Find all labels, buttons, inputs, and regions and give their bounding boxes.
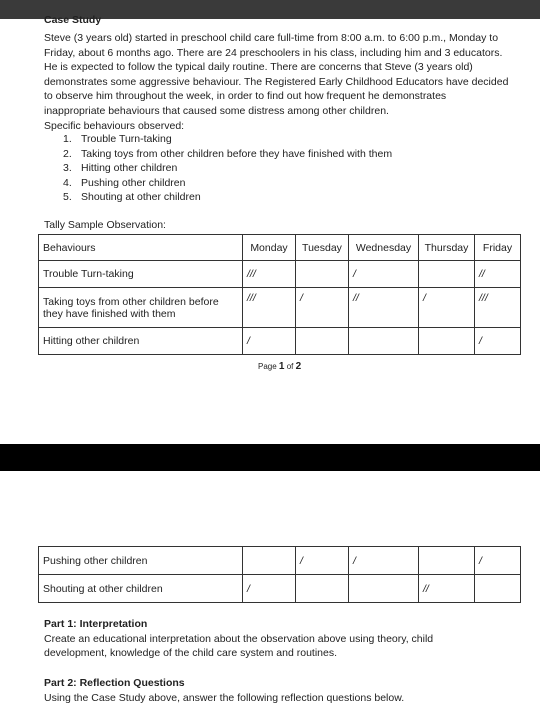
list-item: 5. Shouting at other children bbox=[63, 191, 201, 204]
behaviours-list bbox=[63, 132, 392, 205]
part1-line: Create an educational interpretation about the observation above using theory, child bbox=[44, 632, 434, 645]
part1-heading: Part 1: Interpretation bbox=[44, 618, 148, 630]
paragraph-line: inappropriate behaviours that caused some distress among other children. bbox=[44, 104, 389, 117]
tally-cell bbox=[349, 575, 419, 603]
table-row bbox=[39, 288, 521, 328]
tally-table bbox=[38, 234, 521, 355]
tally-cell: // bbox=[419, 575, 475, 603]
tally-cell: / bbox=[349, 261, 419, 288]
tally-cell: / bbox=[243, 575, 296, 603]
header-thursday: Thursday bbox=[419, 235, 475, 261]
tally-cell: / bbox=[419, 288, 475, 328]
table-row bbox=[39, 547, 521, 575]
paragraph-line: Specific behaviours observed: bbox=[44, 119, 185, 132]
tally-cell: / bbox=[475, 328, 521, 355]
case-study-heading: Case Study bbox=[44, 14, 102, 26]
document-page-1 bbox=[0, 14, 540, 444]
tally-cell bbox=[419, 261, 475, 288]
header-friday: Friday bbox=[475, 235, 521, 261]
header-monday: Monday bbox=[243, 235, 296, 261]
tally-cell: /// bbox=[243, 288, 296, 328]
tally-cell: // bbox=[349, 288, 419, 328]
tally-cell: // bbox=[475, 261, 521, 288]
table-row bbox=[39, 575, 521, 603]
tally-cell: / bbox=[296, 547, 349, 575]
tally-cell: /// bbox=[475, 288, 521, 328]
paragraph-line: to observe him throughout the week, in order to find out how frequent he demonstrates bbox=[44, 90, 447, 103]
tally-cell bbox=[349, 328, 419, 355]
tally-cell bbox=[296, 575, 349, 603]
case-study-paragraph bbox=[44, 31, 514, 133]
tally-cell: / bbox=[349, 547, 419, 575]
part2-line: Using the Case Study above, answer the following reflection questions below. bbox=[44, 691, 405, 704]
tally-cell bbox=[419, 328, 475, 355]
tally-cell: / bbox=[296, 288, 349, 328]
tally-label: Tally Sample Observation: bbox=[44, 219, 166, 231]
header-tuesday: Tuesday bbox=[296, 235, 349, 261]
paragraph-line: Steve (3 years old) started in preschool child care full-time from 8:00 a.m. to 6:00 p.m., Monday to bbox=[44, 32, 499, 44]
header-behaviours: Behaviours bbox=[39, 235, 243, 261]
behaviour-cell: Shouting at other children bbox=[39, 575, 243, 603]
part1-line: development, knowledge of the child care system and routines. bbox=[44, 647, 338, 660]
paragraph-line: He is expected to follow the typical daily routine. There are concerns that Steve (3 years old) bbox=[44, 61, 473, 74]
paragraph-line: Friday, about 6 months ago. There are 24 preschoolers in his class, including him and 3 educators. bbox=[44, 46, 503, 59]
table-header-row bbox=[39, 235, 521, 261]
page-gap bbox=[0, 444, 540, 471]
tally-cell bbox=[419, 547, 475, 575]
tally-table-continued bbox=[38, 546, 521, 603]
part1-section bbox=[44, 617, 514, 661]
list-item: 3. Hitting other children bbox=[63, 162, 178, 175]
behaviour-cell: Taking toys from other children before they have finished with them bbox=[39, 288, 243, 328]
part2-section bbox=[44, 676, 514, 705]
part2-heading: Part 2: Reflection Questions bbox=[44, 677, 185, 689]
behaviour-cell: Pushing other children bbox=[39, 547, 243, 575]
tally-cell bbox=[243, 547, 296, 575]
header-wednesday: Wednesday bbox=[349, 235, 419, 261]
page-number: Page 1 of 2 bbox=[258, 361, 302, 372]
list-item: 4. Pushing other children bbox=[63, 176, 186, 189]
tally-cell: / bbox=[243, 328, 296, 355]
table-row bbox=[39, 328, 521, 355]
table-row bbox=[39, 261, 521, 288]
tally-cell bbox=[475, 575, 521, 603]
list-item: 1. Trouble Turn-taking bbox=[63, 133, 172, 145]
behaviour-cell: Hitting other children bbox=[39, 328, 243, 355]
tally-cell: / bbox=[475, 547, 521, 575]
list-item: 2. Taking toys from other children before they have finished with them bbox=[63, 147, 393, 160]
tally-cell: /// bbox=[243, 261, 296, 288]
tally-cell bbox=[296, 261, 349, 288]
behaviour-cell: Trouble Turn-taking bbox=[39, 261, 243, 288]
paragraph-line: demonstrates some aggressive behaviour. The Registered Early Childhood Educators have decided bbox=[44, 75, 509, 88]
tally-cell bbox=[296, 328, 349, 355]
